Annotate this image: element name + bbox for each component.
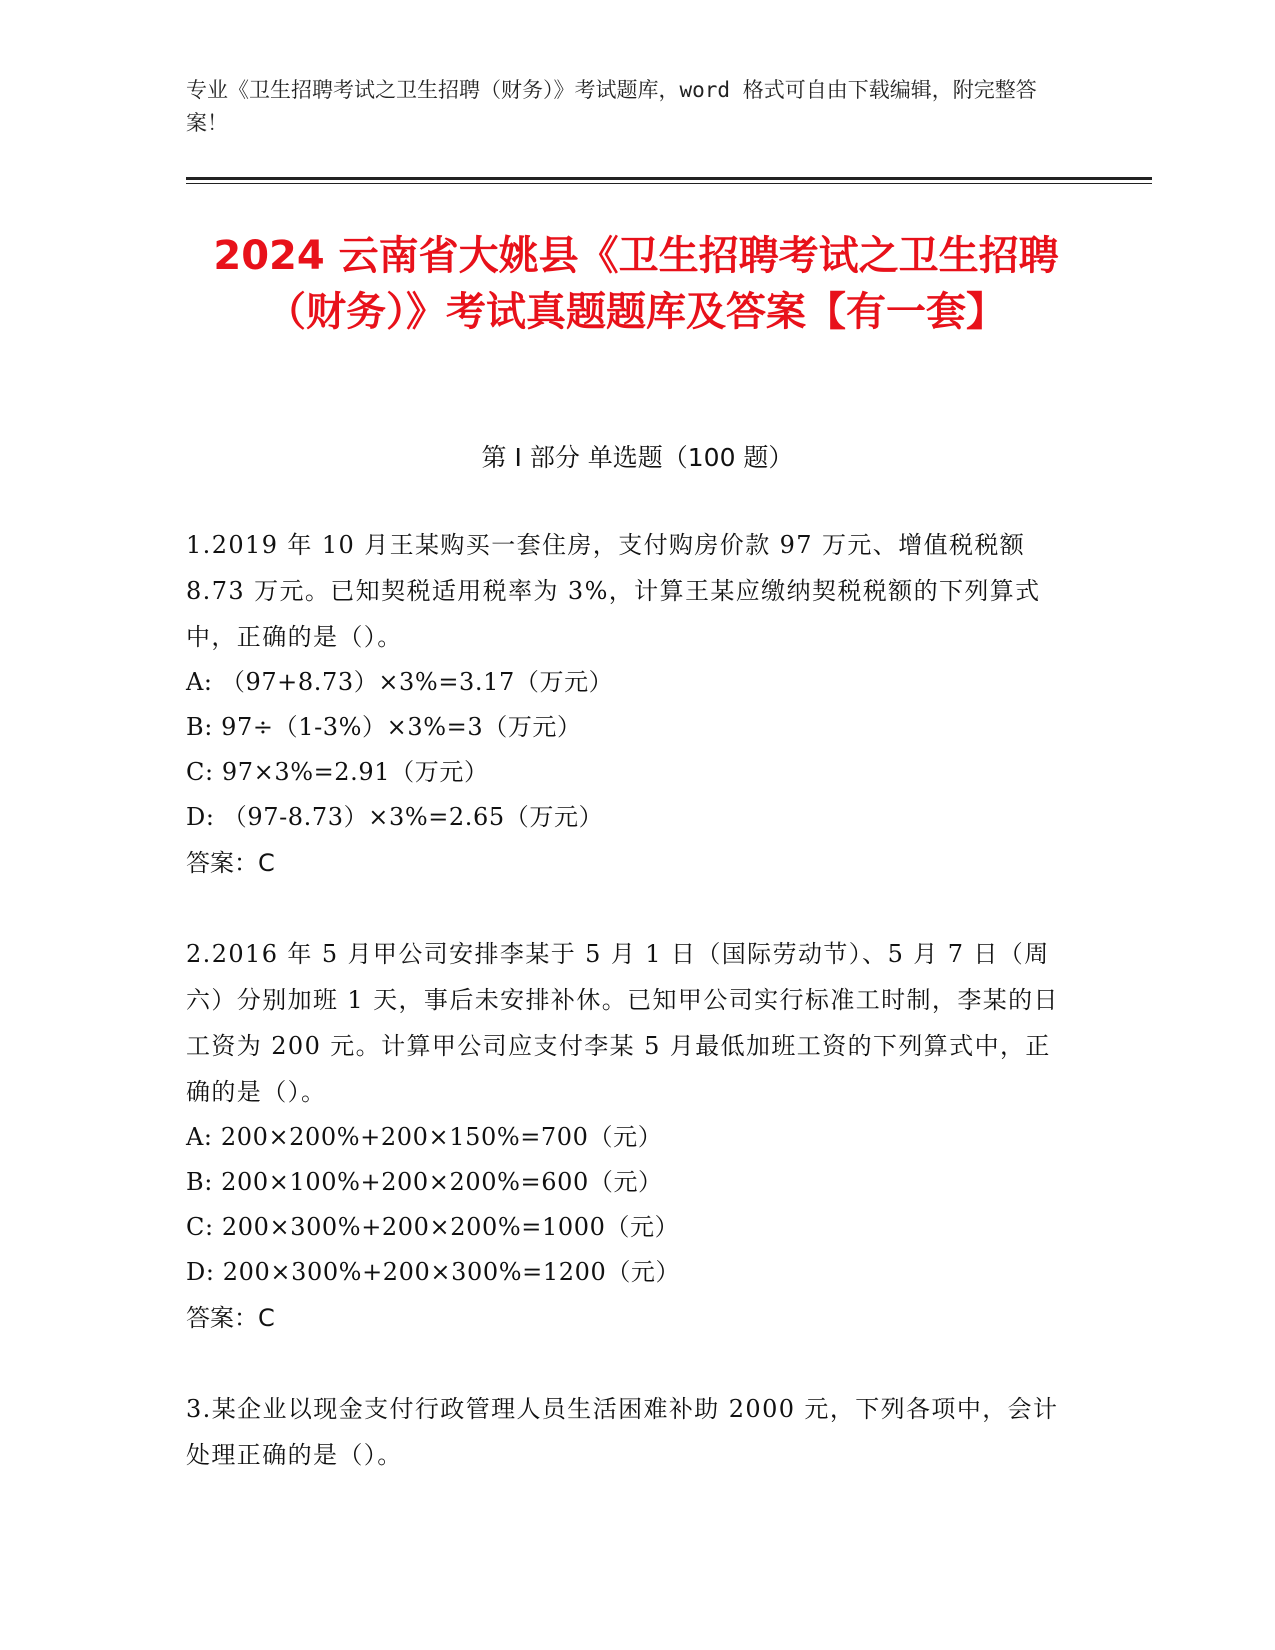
answer-line: 答案：C [186,1304,275,1332]
option-b: B: 97÷（1-3%）×3%=3（万元） [186,713,582,741]
option-c: C: 200×300%+200×200%=1000（元） [186,1213,680,1241]
option-c: C: 97×3%=2.91（万元） [186,758,489,786]
option-d: D: （97-8.73）×3%=2.65（万元） [186,803,604,831]
question-stem: 2.2016 年 5 月甲公司安排李某于 5 月 1 日（国际劳动节）、5 月 7 日（周六）分别加班 1 天，事后未安排补休。已知甲公司实行标准工时制，李某的日工资为 200 元。计算甲公司应支付李某 5 月最低加班工资的下列算式中，正确的是（）。 [186,940,1059,1106]
option-a: A: （97+8.73）×3%=3.17（万元） [186,668,614,696]
section-heading: 第 I 部分 单选题（100 题） [481,443,794,472]
option-d: D: 200×300%+200×300%=1200（元） [186,1258,681,1286]
header-rule-thick [186,177,1152,180]
question-1 [186,522,1076,886]
option-b: B: 200×100%+200×200%=600（元） [186,1168,663,1196]
question-list [186,522,1076,1523]
option-a: A: 200×200%+200×150%=700（元） [186,1123,663,1151]
document-title: 2024 云南省大姚县《卫生招聘考试之卫生招聘（财务）》考试真题题库及答案【有一套】 [213,233,1059,335]
question-stem: 3.某企业以现金支付行政管理人员生活困难补助 2000 元，下列各项中，会计处理正确的是（）。 [186,1395,1059,1469]
header-rule-thin [186,183,1152,184]
question-stem: 1.2019 年 10 月王某购买一套住房，支付购房价款 97 万元、增值税税额 8.73 万元。已知契税适用税率为 3%，计算王某应缴纳契税税额的下列算式中，正确的是（）。 [186,531,1041,651]
answer-line: 答案：C [186,849,275,877]
question-2 [186,931,1076,1341]
question-3 [186,1386,1076,1478]
header-note: 专业《卫生招聘考试之卫生招聘（财务）》考试题库，word 格式可自由下载编辑，附完整答案！ [186,78,1037,135]
